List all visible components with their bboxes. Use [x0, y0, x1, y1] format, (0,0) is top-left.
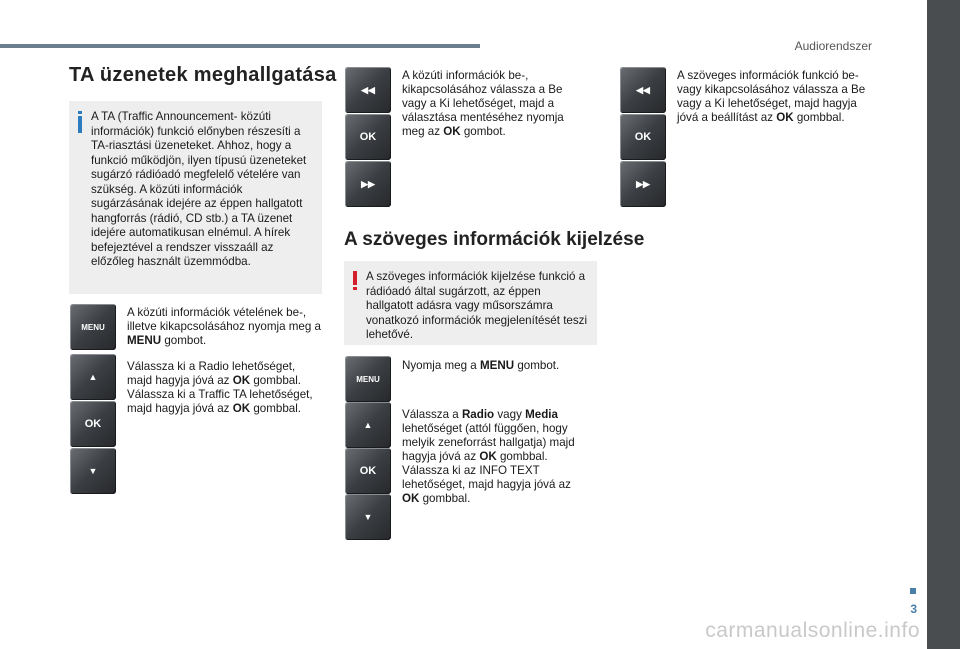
text: A közúti információk vételének be-, illetve kikapcsolásához nyomja meg a — [127, 306, 321, 333]
up-button[interactable]: ▲ — [70, 354, 116, 400]
text-bold: OK — [402, 492, 420, 505]
middle-step-menu — [402, 359, 592, 373]
text-bold: MENU — [127, 334, 162, 347]
text: gombot. — [514, 359, 560, 372]
info-note-text: A TA (Traffic Announcement- közúti információk) funkció előnyben részesíti a TA-riasztási üzeneteket. Ahhoz, hogy a funkció működjön, ilyen típusú üzeneteket sugárzó rádióadó megfelelő vételére van szükség. A közúti információk sugárzásának idejére az éppen hallgatott hangforrás (rádió, CD stb.) a TA üzenet idejére automatikusan elnémul. A hírek befejeztével a rendszer visszaáll az előzőleg használt üzemmódba. — [91, 110, 307, 268]
page-marker — [910, 588, 916, 594]
ok-button[interactable]: OK — [345, 448, 391, 494]
left-step-select — [127, 360, 322, 416]
text: gombbal. — [793, 111, 845, 124]
rewind-button[interactable]: ◀◀ — [345, 67, 391, 113]
text: gombbal. Válassza ki az INFO TEXT lehetőséget, majd hagyja jóvá az — [402, 450, 571, 491]
text: gombbal. — [250, 402, 302, 415]
rewind-button[interactable]: ◀◀ — [620, 67, 666, 113]
right-step-toggle — [677, 69, 877, 125]
header-rule — [0, 44, 480, 48]
info-note — [69, 101, 322, 294]
down-button[interactable]: ▼ — [70, 448, 116, 494]
ok-button[interactable]: OK — [620, 114, 666, 160]
text-bold: MENU — [479, 359, 515, 372]
left-step-menu — [127, 306, 327, 348]
menu-button[interactable]: MENU — [70, 304, 116, 350]
text: A közúti információk be-, kikapcsolásához válassza a Be vagy a Ki lehetőséget, majd a választása mentéséhez nyomja meg az — [402, 69, 564, 138]
section-title: Audiorendszer — [794, 39, 872, 53]
text: Válassza a — [402, 408, 462, 421]
text-bold: OK — [232, 402, 251, 415]
ok-button[interactable]: OK — [345, 114, 391, 160]
text: gombot. — [161, 334, 207, 347]
text: Válassza ki a Radio lehetőséget, majd hagyja jóvá az — [127, 360, 296, 387]
rds-title: A szöveges információk kijelzése — [344, 229, 645, 250]
text: gombot. — [460, 125, 506, 138]
warning-note-text: A szöveges információk kijelzése funkció a rádióadó által sugárzott, az éppen hallgatott adásra vagy műsorszámra vonatkozó információk megjelenítését teszi lehetővé. — [366, 270, 588, 341]
down-button[interactable]: ▼ — [345, 494, 391, 540]
text: gombbal. — [419, 492, 471, 505]
up-button[interactable]: ▲ — [345, 402, 391, 448]
side-tab — [927, 0, 960, 649]
text: Nyomja meg a — [402, 359, 480, 372]
middle-step-select — [402, 408, 588, 506]
text-bold: Radio — [461, 408, 495, 421]
forward-button[interactable]: ▶▶ — [620, 161, 666, 207]
watermark: carmanualsonline.info — [705, 619, 920, 642]
page-number: 3 — [910, 602, 917, 616]
text: vagy — [494, 408, 526, 421]
middle-step-toggle — [402, 69, 582, 139]
text: A szöveges információk funkció be- vagy kikapcsolásához válassza a Be vagy a Ki lehetőséget, majd hagyja jóvá a beállítást az — [677, 69, 866, 124]
text-bold: OK — [232, 374, 251, 387]
text-bold: OK — [443, 125, 461, 138]
warning-note — [344, 261, 597, 345]
ok-button[interactable]: OK — [70, 401, 116, 447]
text-bold: OK — [776, 111, 794, 124]
text: gombbal. Válassza ki a Traffic TA lehetőséget, majd hagyja jóvá az — [127, 374, 313, 415]
forward-button[interactable]: ▶▶ — [345, 161, 391, 207]
text-bold: OK — [479, 450, 497, 463]
ta-title: TA üzenetek meghallgatása — [69, 64, 337, 86]
text: lehetőséget (attól függően, hogy melyik zeneforrást hallgatja) majd hagyja jóvá az — [402, 422, 575, 463]
menu-button[interactable]: MENU — [345, 356, 391, 402]
text-bold: Media — [525, 408, 558, 421]
